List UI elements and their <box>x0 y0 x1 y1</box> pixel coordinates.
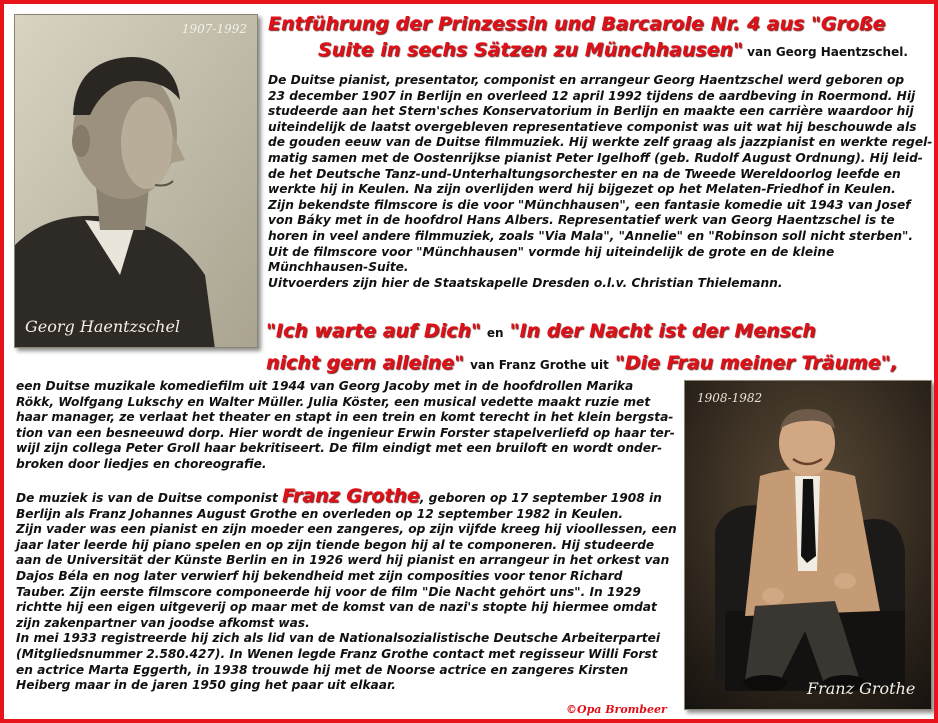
section1-title-line2: Suite in sechs Sätzen zu Münchhausen" <box>318 39 743 61</box>
section2-song2-line1: "In der Nacht ist der Mensch <box>509 320 816 342</box>
section2-comma: , <box>890 352 898 374</box>
photo1-years: 1907-1992 <box>181 22 247 36</box>
section3-composer-name: Franz Grothe <box>282 485 420 507</box>
photo1-caption: Georg Haentzschel <box>25 317 181 336</box>
photo-franz-grothe <box>684 380 932 710</box>
section3-intro-after: , geboren op 17 september 1908 in <box>419 491 662 505</box>
section2-by: van Franz Grothe uit <box>470 358 609 372</box>
credit: ©Opa Brombeer <box>566 703 667 716</box>
photo2-caption: Franz Grothe <box>807 679 916 698</box>
portrait-illustration-2 <box>685 381 932 710</box>
section3-body-wrapper <box>16 485 680 694</box>
section1-title-suffix: van Georg Haentzschel. <box>743 45 908 59</box>
section2-song1: "Ich warte auf Dich" <box>266 320 481 342</box>
section2-film: "Die Frau meiner Träume" <box>614 352 891 374</box>
photo-georg-haentzschel <box>14 14 258 348</box>
section2-title <box>266 316 936 380</box>
section3-body: Berlijn als Franz Johannes August Grothe en overleden op 12 september 1982 in Keulen. Zijn vader was een pianist en zijn moeder een zangeres, op zijn vijfde kreeg hij vioollessen, een jaar later leerde hij piano spelen en op zijn tiende begon hij al te componeren. Hij studeerde aan de Universität der Künste Berlin en in 1926 werd hij pianist en arrangeur in het orkest van Dajos Béla en nog later verwierf hij bekendheid met zijn composities voor tenor Richard Tauber. Zijn eerste filmscore componeerde hij voor de film "Die Nacht gehört uns". In 1929 richtte hij een eigen uitgeverij op maar met de komst van de nazi's stopte hij hiermee omdat zijn zakenpartner van joodse afkomst was. In mei 1933 registreerde hij zich als lid van de Nationalsozialistische Deutsche Arbeiterpartei (Mitgliedsnummer 2.580.427). In Wenen legde Franz Grothe contact met regisseur Willi Forst en actrice Marta Eggerth, in 1938 trouwde hij met de Noorse actrice en zangeres Kirsten Heiberg maar in de jaren 1950 ging het paar uit elkaar. <box>16 506 677 693</box>
section1-title-line1: Entführung der Prinzessin und Barcarole Nr. 4 aus "Große <box>268 13 886 35</box>
section1-title <box>268 11 936 65</box>
photo2-years: 1908-1982 <box>697 391 763 405</box>
section1-body: De Duitse pianist, presentator, componist en arrangeur Georg Haentzschel werd geboren op 23 december 1907 in Berlijn en overleed 12 april 1992 tijdens de aardbeving in Roermond. Hij studeerde aan het Stern'sches Konservatorium in Berlijn en maakte een carrière waardoor hij uiteindelijk de laatst overgebleven representatieve componist was uit wat hij beschouwde als de gouden eeuw van de Duitse filmmuziek. Hij werkte zelf graag als jazzpianist en werkte regel- matig samen met de Oostenrijkse pianist Peter Igelhoff (geb. Rudolf August Ordnung). Hij leid- de het Deutsche Tanz-und-Unterhaltungsorchester en na de Tweede Wereldoorlog leefde en werkte hij in Keulen. Na zijn overlijden werd hij bijgezet op het Melaten-Friedhof in Keulen. Zijn bekendste filmscore is die voor "Münchhausen", een fantasie komedie uit 1943 van Josef von Báky met in de hoofdrol Hans Albers. Representatief werk van Georg Haentzschel is te horen in veel andere filmmuziek, zoals "Via Mala", "Annelie" en "Robinson soll nicht sterben". Uit de filmscore voor "Münchhausen" vormde hij uiteindelijk de grote en de kleine Münchhausen-Suite. Uitvoerders zijn hier de Staatskapelle Dresden o.l.v. Christian Thielemann. <box>268 73 933 290</box>
section2-song2-line2: nicht gern alleine" <box>266 352 465 374</box>
portrait-illustration <box>15 15 258 348</box>
section3-intro: De muziek is van de Duitse componist <box>16 491 283 505</box>
section2-body: een Duitse muzikale komediefilm uit 1944 van Georg Jacoby met in de hoofdrollen Marika Rökk, Wolfgang Lukschy en Walter Müller. Julia Köster, een musical vedette maakt ruzie met haar manager, ze verlaat het theater en stapt in een trein en komt terecht in het klein bergsta- tion van een besneeuwd dorp. Hier wordt de ingenieur Erwin Forster stapelverliefd op haar ter- wijl zijn collega Peter Groll haar bekritiseert. De film eindigt met een bruiloft en wordt onder- broken door liedjes en choreografie. <box>16 379 675 471</box>
section2-connector: en <box>486 326 504 340</box>
